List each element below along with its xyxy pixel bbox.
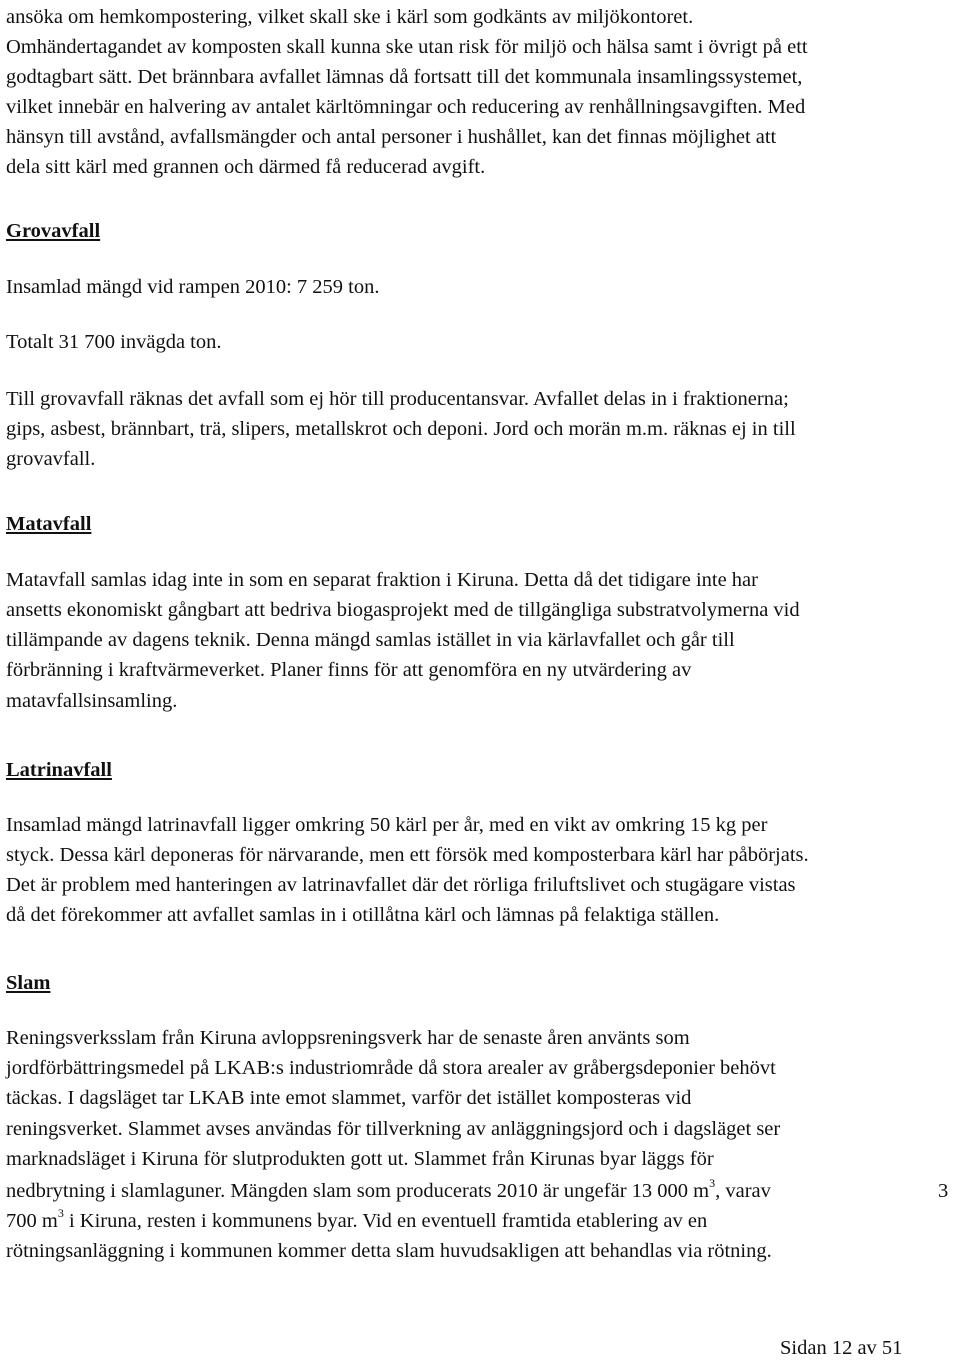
body-line: styck. Dessa kärl deponeras för närvarande, men ett försök med komposterbara kärl har påbörjats. xyxy=(6,844,809,866)
section-heading-slam: Slam xyxy=(6,972,51,994)
body-line xyxy=(6,1176,771,1206)
body-line: hänsyn till avstånd, avfallsmängder och antal personer i hushållet, kan det finnas möjlighet att xyxy=(6,126,777,148)
body-line: ansetts ekonomiskt gångbart att bedriva biogasprojekt med de tillgängliga substratvolymerna vid xyxy=(6,599,800,621)
body-line: marknadsläget i Kiruna för slutprodukten gott ut. Slammet från Kirunas byar läggs för xyxy=(6,1148,714,1170)
body-line: Insamlad mängd vid rampen 2010: 7 259 ton. xyxy=(6,276,380,298)
body-line: grovavfall. xyxy=(6,448,96,470)
body-line: gips, asbest, brännbart, trä, slipers, metallskrot och deponi. Jord och morän m.m. räknas ej in till xyxy=(6,418,796,440)
margin-note: 3 xyxy=(938,1180,949,1202)
text-run: i Kiruna, resten i kommunens byar. Vid en eventuell framtida etablering av en xyxy=(63,1210,708,1232)
body-line: matavfallsinsamling. xyxy=(6,690,178,712)
section-heading-grovavfall: Grovavfall xyxy=(6,220,101,242)
body-line: Insamlad mängd latrinavfall ligger omkring 50 kärl per år, med en vikt av omkring 15 kg per xyxy=(6,814,768,836)
text-run: nedbrytning i slamlaguner. Mängden slam som producerats 2010 är ungefär 13 000 m xyxy=(6,1180,710,1202)
superscript: 3 xyxy=(709,1176,716,1191)
body-line: Totalt 31 700 invägda ton. xyxy=(6,331,222,353)
body-line: då det förekommer att avfallet samlas in i otillåtna kärl och lämnas på felaktiga ställen. xyxy=(6,904,720,926)
body-line: rötningsanläggning i kommunen kommer detta slam huvudsakligen att behandlas via rötning. xyxy=(6,1240,772,1262)
superscript: 3 xyxy=(57,1206,64,1221)
body-line: jordförbättringsmedel på LKAB:s industriområde då stora arealer av gråbergsdeponier behövt xyxy=(6,1057,776,1079)
body-line: täckas. I dagsläget tar LKAB inte emot slammet, varför det istället komposteras vid xyxy=(6,1087,692,1109)
section-heading-latrinavfall: Latrinavfall xyxy=(6,759,112,781)
body-line: Matavfall samlas idag inte in som en separat fraktion i Kiruna. Detta då det tidigare inte har xyxy=(6,569,758,591)
body-line: Reningsverksslam från Kiruna avloppsreningsverk har de senaste åren använts som xyxy=(6,1027,690,1049)
body-line: vilket innebär en halvering av antalet kärltömningar och reducering av renhållningsavgiften. Med xyxy=(6,96,806,118)
body-line: dela sitt kärl med grannen och därmed få reducerad avgift. xyxy=(6,156,486,178)
text-run: 700 m xyxy=(6,1210,58,1232)
body-line xyxy=(6,1206,707,1236)
body-line: förbränning i kraftvärmeverket. Planer finns för att genomföra en ny utvärdering av xyxy=(6,659,692,681)
body-line: Till grovavfall räknas det avfall som ej hör till producentansvar. Avfallet delas in i fraktionerna; xyxy=(6,388,789,410)
body-line: Det är problem med hanteringen av latrinavfallet där det rörliga friluftslivet och stugägare vistas xyxy=(6,874,796,896)
section-heading-matavfall: Matavfall xyxy=(6,513,92,535)
page-number: Sidan 12 av 51 xyxy=(780,1337,903,1359)
body-line: godtagbart sätt. Det brännbara avfallet lämnas då fortsatt till det kommunala insamlingssystemet, xyxy=(6,66,803,88)
body-line: ansöka om hemkompostering, vilket skall ske i kärl som godkänts av miljökontoret. xyxy=(6,6,694,28)
body-line: tillämpande av dagens teknik. Denna mängd samlas istället in via kärlavfallet och går till xyxy=(6,629,735,651)
body-line: Omhändertagandet av komposten skall kunna ske utan risk för miljö och hälsa samt i övrigt på ett xyxy=(6,36,808,58)
body-line: reningsverket. Slammet avses användas för tillverkning av anläggningsjord och i dagsläget ser xyxy=(6,1118,781,1140)
text-run: , varav xyxy=(715,1180,771,1202)
